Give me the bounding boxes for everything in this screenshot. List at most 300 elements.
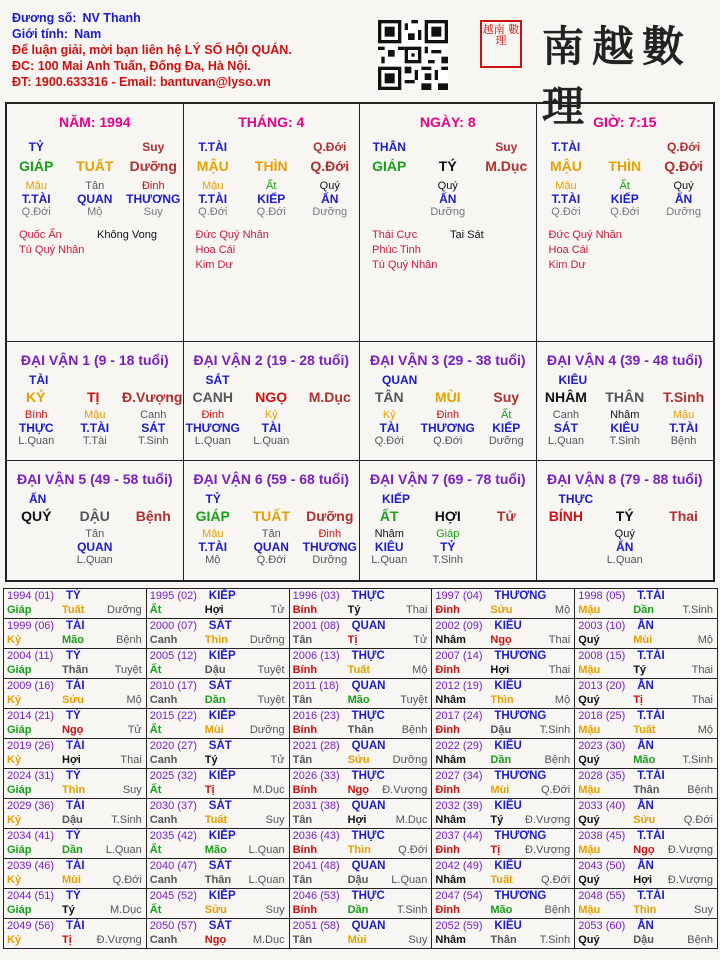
pillar-star: Tú Quý Nhân — [19, 244, 85, 256]
year-branch: Tuất — [633, 724, 656, 736]
year-god: KIÊU — [494, 740, 522, 752]
year-cell — [290, 829, 433, 859]
year-label: 2001 (08) — [292, 620, 340, 632]
year-cell — [432, 889, 575, 919]
year-stem: Đinh — [435, 724, 460, 736]
year-stem: Kỷ — [7, 754, 22, 766]
dai-van-hidden-gods — [184, 421, 360, 435]
year-stage: Tử — [127, 724, 142, 736]
dai-van-title: ĐẠI VẬN 5 (49 - 58 tuổi) — [16, 471, 173, 487]
dai-van-8 — [537, 461, 714, 580]
year-cell — [147, 739, 290, 769]
year-god: T.TÀI — [637, 590, 665, 602]
year-god: THỰC — [351, 650, 385, 662]
year-stem: Quý — [578, 874, 600, 886]
year-label: 2035 (42) — [149, 830, 197, 842]
year-stage: Bệnh — [687, 934, 713, 946]
year-label: 2041 (48) — [292, 860, 340, 872]
dai-van-title: ĐẠI VẬN 3 (29 - 38 tuổi) — [369, 352, 526, 368]
dai-van-hidden-stages-cell: L.Quan — [194, 435, 231, 447]
dai-van-stem-branch — [7, 508, 183, 524]
year-god: TÀI — [66, 920, 85, 932]
year-cell — [290, 769, 433, 799]
pillar-hidden-stems-cell: Mậu — [555, 180, 577, 192]
dai-van-4 — [537, 342, 714, 461]
year-branch: Hợi — [490, 664, 510, 676]
dai-van-hidden-stems-cell — [124, 528, 183, 540]
year-cell — [4, 739, 147, 769]
year-stage: Bệnh — [116, 634, 142, 646]
dai-van-hidden-stems-cell: Đinh — [436, 409, 460, 421]
year-cell — [4, 709, 147, 739]
year-branch: Tị — [347, 634, 358, 646]
dai-van-hidden-stages — [537, 554, 714, 566]
dai-van-hidden-stems-cell — [301, 409, 360, 421]
year-stage: Mộ — [126, 694, 142, 706]
year-label: 1998 (05) — [578, 590, 626, 602]
year-branch: Sửu — [633, 814, 656, 826]
year-label: 2042 (49) — [435, 860, 483, 872]
pillar-hidden-stages-cell: Q.Đới — [551, 206, 581, 218]
dai-van-stem-branch-cell: T.Sinh — [662, 389, 705, 405]
year-branch: Ngọ — [347, 784, 369, 796]
year-god: TỶ — [66, 890, 81, 902]
year-branch: Ngọ — [62, 724, 84, 736]
pillar-ten-god — [360, 140, 536, 154]
pillar-title: GIỜ: 7:15 — [593, 114, 657, 130]
year-cell — [432, 619, 575, 649]
year-label: 2038 (45) — [578, 830, 626, 842]
year-stem: Nhâm — [435, 694, 466, 706]
year-branch: Mùi — [490, 784, 510, 796]
dai-van-hidden-gods — [537, 421, 714, 435]
dai-van-stem-branch-cell: GIÁP — [195, 508, 230, 524]
year-god: T.TÀI — [637, 650, 665, 662]
dai-van-2 — [184, 342, 361, 461]
dai-van-stem-branch-cell: QUÝ — [21, 508, 52, 524]
year-label: 2004 (11) — [7, 650, 54, 662]
year-branch: Thìn — [62, 784, 86, 796]
pillar-hidden-stages — [184, 206, 360, 218]
year-branch: Sửu — [62, 694, 85, 706]
year-cell — [575, 619, 718, 649]
dai-van-3 — [360, 342, 537, 461]
dai-van-stem-branch-cell: TỊ — [86, 389, 100, 405]
year-cell — [290, 919, 433, 949]
year-label: 2040 (47) — [149, 860, 197, 872]
dai-van-hidden-stages-cell: L.Quan — [606, 554, 643, 566]
dai-van-stem-branch — [184, 508, 360, 524]
dai-van-hidden-stems-cell: Ất — [501, 409, 512, 421]
dai-van-hidden-stages — [7, 435, 183, 447]
year-stem: Tân — [292, 814, 313, 826]
year-stage: T.Sinh — [539, 724, 571, 736]
year-stage: Đ.Vượng — [667, 844, 713, 856]
year-branch: Hợi — [347, 814, 367, 826]
pillar-4 — [537, 104, 714, 342]
dai-van-god: ẤN — [29, 492, 47, 506]
pillar-star: Quốc Ấn — [19, 229, 62, 241]
year-label: 2017 (24) — [435, 710, 483, 722]
year-stem: Ất — [149, 604, 162, 616]
year-god: SÁT — [208, 620, 232, 632]
year-stem: Tân — [292, 934, 313, 946]
year-stage: Thai — [405, 604, 428, 616]
pillar-stem-branch-cell: MẬU — [549, 158, 582, 174]
year-stem: Canh — [149, 754, 178, 766]
pillar-hidden-gods-cell: KIẾP — [257, 192, 286, 206]
contact-phone-email: ĐT: 1900.633316 - Email: bantuvan@lyso.vn — [12, 75, 271, 89]
year-label: 1999 (06) — [7, 620, 55, 632]
pillar-star: Đức Quý Nhân — [195, 229, 269, 241]
dai-van-hidden-stages-cell: L.Quan — [371, 554, 408, 566]
year-stage: Tuyệt — [257, 664, 285, 676]
year-stage: Tuyệt — [257, 694, 285, 706]
dai-van-hidden-stems-cell: Giáp — [436, 528, 460, 540]
dai-van-god: QUAN — [382, 373, 418, 387]
pillar-star: Kim Dư — [195, 259, 233, 271]
pillar-hidden-stages-cell: Dưỡng — [666, 206, 701, 218]
year-branch: Tý — [490, 814, 504, 826]
year-label: 2045 (52) — [149, 890, 197, 902]
dai-van-stem-branch-cell: DẬU — [79, 508, 110, 524]
year-stage: Q.Đới — [540, 874, 571, 886]
year-branch: Thìn — [490, 694, 514, 706]
pillar-hidden-stems-cell — [477, 180, 536, 192]
year-cell — [432, 919, 575, 949]
pillar-ten-god-cell: T.TÀI — [551, 140, 581, 154]
dai-van-hidden-stems — [360, 409, 536, 421]
year-god: TÀI — [66, 740, 85, 752]
year-stem: Ất — [149, 784, 162, 796]
year-cell — [4, 589, 147, 619]
dai-van-hidden-stages-cell: Mộ — [205, 554, 221, 566]
year-stage: Tuyệt — [114, 664, 142, 676]
pillar-stem-branch-cell: GIÁP — [19, 158, 54, 174]
year-branch: Dần — [490, 754, 512, 766]
year-label: 2024 (31) — [7, 770, 55, 782]
year-god: THƯƠNG — [494, 830, 547, 842]
year-stage: Dưỡng — [107, 604, 142, 616]
year-god: THƯƠNG — [494, 710, 547, 722]
pillar-hidden-gods — [360, 192, 536, 206]
dai-van-god: TỶ — [205, 492, 221, 506]
dai-van-stem-branch — [360, 508, 536, 524]
dai-van-hidden-stages-cell — [537, 554, 596, 566]
year-god: TỶ — [66, 650, 81, 662]
pillar-hidden-gods-cell: QUAN — [77, 192, 113, 206]
dai-van-hidden-gods-cell — [477, 540, 536, 554]
pillar-stem-branch-cell: TÝ — [438, 158, 457, 174]
dai-van-hidden-stems — [7, 409, 183, 421]
year-cell — [147, 769, 290, 799]
dai-van-hidden-stems-cell: Nhâm — [610, 409, 640, 421]
year-god: KIÊU — [494, 620, 522, 632]
dai-van-hidden-stems-cell: Kỷ — [382, 409, 396, 421]
year-god: KIẾP — [208, 770, 236, 782]
pillar-title: THÁNG: 4 — [238, 114, 305, 130]
dai-van-hidden-stages-cell: Dưỡng — [312, 554, 348, 566]
year-label: 2002 (09) — [435, 620, 483, 632]
year-stage: L.Quan — [248, 874, 285, 886]
dai-van-hidden-stems-cell: Nhâm — [374, 528, 404, 540]
dai-van-hidden-stems-cell: Đinh — [201, 409, 225, 421]
dai-van-hidden-stems-cell: Canh — [552, 409, 580, 421]
pillar-hidden-stems — [537, 180, 714, 192]
dai-van-hidden-stages-cell: Q.Đới — [433, 435, 463, 447]
dai-van-hidden-gods-cell: KIẾP — [492, 421, 521, 435]
year-cell — [4, 619, 147, 649]
year-god: QUAN — [351, 860, 386, 872]
pillar-hidden-stages — [360, 206, 536, 218]
pillar-hidden-stages — [7, 206, 183, 218]
year-stage: Bệnh — [544, 754, 571, 766]
year-stem: Canh — [149, 694, 178, 706]
year-god: KIẾP — [208, 890, 236, 902]
dai-van-hidden-gods-cell: QUAN — [253, 540, 289, 554]
dai-van-hidden-gods-cell: THỰC — [18, 421, 54, 435]
pillar-ten-god-cell: Q.Đới — [666, 140, 701, 154]
year-cell — [432, 709, 575, 739]
year-label: 2008 (15) — [578, 650, 626, 662]
year-stage: T.Sinh — [539, 934, 571, 946]
year-stem: Tân — [292, 634, 313, 646]
year-stem: Mậu — [578, 904, 601, 916]
year-stem: Đinh — [435, 784, 460, 796]
year-stage: Bệnh — [544, 904, 571, 916]
year-cell — [432, 769, 575, 799]
pillar-star: Đức Quý Nhân — [548, 229, 622, 241]
year-cell — [147, 919, 290, 949]
year-cell — [147, 649, 290, 679]
pillar-ten-god — [184, 140, 360, 154]
pillar-hidden-gods-cell: T.TÀI — [551, 192, 581, 206]
year-stem: Tân — [292, 694, 313, 706]
year-cell — [4, 889, 147, 919]
dai-van-hidden-stems-cell — [537, 528, 596, 540]
year-stem: Nhâm — [435, 754, 466, 766]
pillar-hidden-stages-cell — [360, 206, 419, 218]
dai-van-hidden-gods-cell: THƯƠNG — [185, 421, 240, 435]
dai-van-hidden-stages-cell — [301, 435, 360, 447]
dai-van-stem-branch-cell: THÂN — [605, 389, 645, 405]
year-label: 2048 (55) — [578, 890, 626, 902]
pillar-hidden-stems-cell: Mậu — [202, 180, 224, 192]
year-stem: Mậu — [578, 844, 601, 856]
dai-van-title: ĐẠI VẬN 1 (9 - 18 tuổi) — [20, 352, 169, 368]
dai-van-stem-branch-cell: MÙI — [434, 389, 461, 405]
year-cell — [575, 889, 718, 919]
year-branch: Dậu — [204, 664, 226, 676]
year-stem: Giáp — [7, 784, 32, 796]
year-branch: Tuất — [347, 664, 370, 676]
year-branch: Mùi — [204, 724, 224, 736]
year-label: 2050 (57) — [149, 920, 197, 932]
dai-van-god: SÁT — [205, 373, 230, 387]
year-god: ẤN — [637, 920, 654, 932]
dai-van-hidden-stages-cell — [477, 554, 536, 566]
year-stage: Suy — [122, 784, 142, 796]
year-branch: Thân — [633, 784, 660, 796]
pillar-ten-god-cell: Suy — [495, 140, 518, 154]
dai-van-hidden-stems-cell: Kỷ — [264, 409, 278, 421]
year-cell — [147, 709, 290, 739]
year-stage: M.Dục — [252, 784, 285, 796]
dai-van-hidden-gods-cell: ẤN — [616, 540, 634, 554]
pillar-stem-branch-cell: Q.Đới — [664, 158, 703, 174]
year-god: KIẾP — [208, 650, 236, 662]
pillar-hidden-gods-cell — [360, 192, 419, 206]
dai-van-stem-branch-cell: ẤT — [379, 508, 399, 524]
year-branch: Thân — [62, 664, 89, 676]
year-stem: Mậu — [578, 664, 601, 676]
year-label: 2047 (54) — [435, 890, 483, 902]
dai-van-stem-branch-cell: TÂN — [374, 389, 404, 405]
year-cell — [290, 799, 433, 829]
dai-van-5 — [7, 461, 184, 580]
pillar-title: NGÀY: 8 — [419, 114, 476, 130]
dai-van-hidden-gods — [7, 540, 183, 554]
dai-van-hidden-stems-cell: Tân — [261, 528, 281, 540]
year-label: 2034 (41) — [7, 830, 55, 842]
dai-van-hidden-stages — [184, 554, 360, 566]
year-branch: Mão — [204, 844, 227, 856]
year-stem: Bính — [292, 664, 318, 676]
dai-van-stem-branch-cell: CANH — [192, 389, 233, 405]
pillar-3 — [360, 104, 537, 342]
year-label: 2046 (53) — [292, 890, 340, 902]
year-branch: Thân — [204, 874, 232, 886]
pillar-stem-branch-cell: M.Dục — [485, 158, 528, 174]
year-stem: Bính — [292, 604, 318, 616]
year-label: 2053 (60) — [578, 920, 626, 932]
pillar-ten-god-cell: T.TÀI — [198, 140, 228, 154]
year-label: 2005 (12) — [149, 650, 197, 662]
year-cell — [575, 739, 718, 769]
year-stem: Đinh — [435, 904, 460, 916]
year-god: KIẾP — [208, 590, 236, 602]
year-stem: Canh — [149, 634, 178, 646]
year-god: KIẾP — [208, 830, 236, 842]
duong-so-value: NV Thanh — [82, 11, 141, 25]
year-stage: Đ.Vượng — [382, 784, 428, 796]
year-stage: L.Quan — [391, 874, 428, 886]
dai-van-hidden-gods-cell: QUAN — [77, 540, 113, 554]
dai-van-hidden-stems-cell: Mậu — [84, 409, 106, 421]
year-god: KIẾP — [208, 710, 236, 722]
year-stage: Suy — [408, 934, 428, 946]
pillar-hidden-stages-cell: Q.Đới — [610, 206, 640, 218]
logo-text: 南越數理 — [542, 22, 693, 131]
year-label: 2015 (22) — [149, 710, 197, 722]
year-label: 2051 (58) — [292, 920, 340, 932]
year-branch: Hợi — [204, 604, 224, 616]
year-branch: Mão — [347, 694, 370, 706]
year-god: SÁT — [208, 860, 232, 872]
year-branch: Hợi — [62, 754, 81, 766]
pillar-stem-branch-cell: THÌN — [608, 158, 642, 174]
year-cell — [290, 889, 433, 919]
year-label: 2028 (35) — [578, 770, 626, 782]
dai-van-god: TÀI — [29, 373, 49, 387]
year-god: TỶ — [66, 770, 81, 782]
year-branch: Sửu — [490, 604, 513, 616]
year-label: 2025 (32) — [149, 770, 197, 782]
year-stage: Suy — [265, 904, 285, 916]
dai-van-hidden-gods — [7, 421, 183, 435]
dai-van-stem-branch — [537, 508, 714, 524]
dai-van-hidden-stages-cell: T.Sinh — [137, 435, 169, 447]
year-god: SÁT — [208, 680, 232, 692]
dai-van-hidden-gods — [184, 540, 360, 554]
pillar-hidden-stems-cell: Quý — [319, 180, 340, 192]
year-branch: Tị — [490, 844, 501, 856]
dai-van-stem-branch-cell: NGỌ — [255, 389, 288, 405]
year-god: T.TÀI — [637, 770, 665, 782]
pillar-hidden-gods-cell: ẤN — [439, 192, 457, 206]
year-stage: Bệnh — [401, 724, 428, 736]
year-branch: Tý — [204, 754, 218, 766]
year-label: 1997 (04) — [435, 590, 483, 602]
year-stage: Thai — [548, 634, 571, 646]
dai-van-hidden-gods-cell — [301, 421, 360, 435]
gioi-tinh-line — [12, 26, 292, 42]
year-god: THỰC — [351, 770, 385, 782]
dai-van-hidden-stems-cell: Bính — [24, 409, 48, 421]
year-stem: Canh — [149, 814, 178, 826]
dai-van-title: ĐẠI VẬN 6 (59 - 68 tuổi) — [193, 471, 350, 487]
year-cell — [290, 739, 433, 769]
year-branch: Tị — [204, 784, 215, 796]
pillar-stem-branch-cell: THÌN — [254, 158, 288, 174]
dai-van-hidden-stems-cell — [7, 528, 66, 540]
year-cell — [147, 799, 290, 829]
year-branch: Ngọ — [204, 934, 227, 946]
year-label: 2019 (26) — [7, 740, 55, 752]
pillar-stem-branch — [537, 158, 714, 174]
year-cell — [4, 919, 147, 949]
pillar-hidden-stems-cell — [360, 180, 419, 192]
year-branch: Thìn — [633, 904, 657, 916]
year-stem: Ất — [149, 724, 162, 736]
pillar-hidden-stages-cell: Q.Đới — [198, 206, 228, 218]
year-god: THƯƠNG — [494, 890, 547, 902]
year-stem: Quý — [578, 814, 600, 826]
pillar-ten-god-cell: THÂN — [372, 140, 406, 154]
pillar-hidden-stages-cell: Dưỡng — [430, 206, 466, 218]
year-label: 2052 (59) — [435, 920, 483, 932]
year-cell — [147, 589, 290, 619]
pillar-hidden-stages-cell: Dưỡng — [312, 206, 348, 218]
year-god: ẤN — [637, 620, 654, 632]
year-branch: Dậu — [62, 814, 83, 826]
year-stem: Đinh — [435, 844, 460, 856]
dai-van-hidden-stages — [7, 554, 183, 566]
year-god: THỰC — [351, 710, 385, 722]
year-branch: Ngọ — [490, 634, 512, 646]
pillar-hidden-stems — [360, 180, 536, 192]
dai-van-god: KIÊU — [558, 373, 588, 387]
year-god: TÀI — [66, 620, 85, 632]
year-stem: Quý — [578, 754, 600, 766]
year-stem: Kỷ — [7, 934, 22, 946]
year-stem: Giáp — [7, 844, 32, 856]
year-stage: Đ.Vượng — [525, 844, 571, 856]
dai-van-hidden-stems — [184, 528, 360, 540]
year-stem: Tân — [292, 874, 313, 886]
dai-van-hidden-stages — [360, 435, 536, 447]
year-branch: Dần — [347, 904, 369, 916]
